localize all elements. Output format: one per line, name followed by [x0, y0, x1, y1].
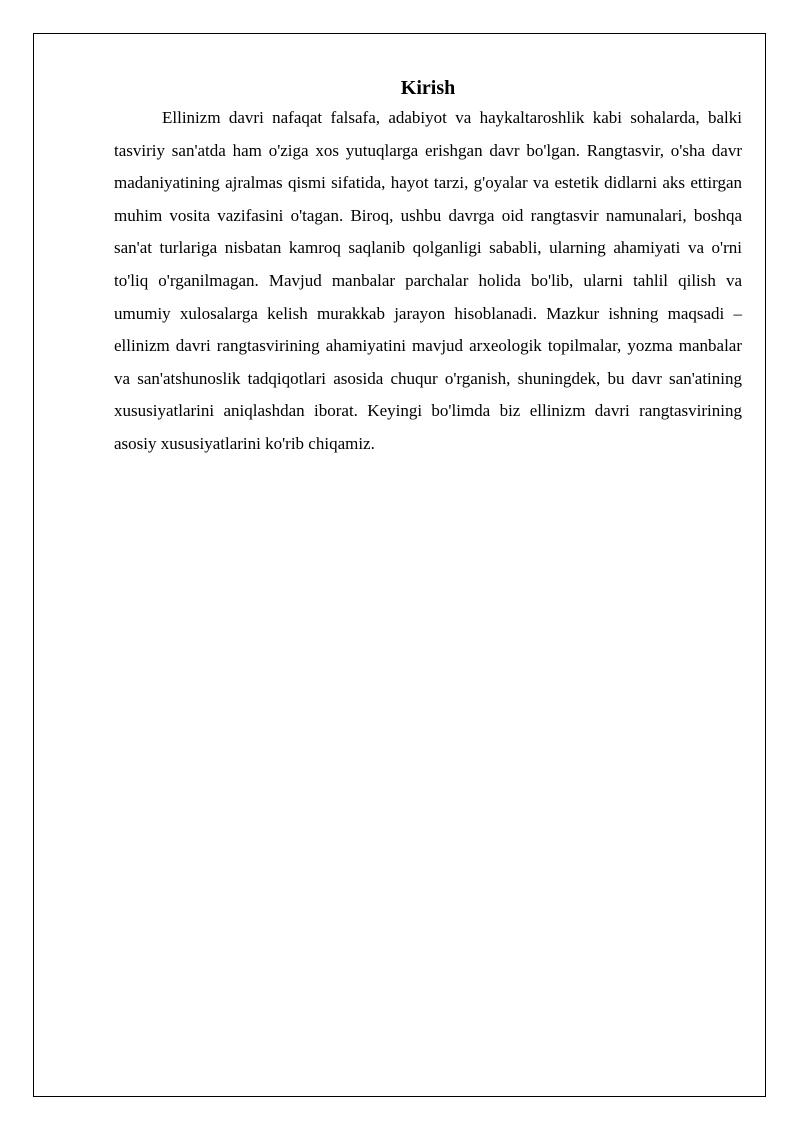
body-paragraph: Ellinizm davri nafaqat falsafa, adabiyot va haykaltaroshlik kabi sohalarda, balki tasviriy san'atda ham o'ziga xos yutuqlarga erishgan davr bo'lgan. Rangtasvir, o'sha davr madaniyatining ajralmas qismi sifatida, hayot tarzi, g'oyalar va estetik didlarni aks ettirgan muhim vosita vazifasini o'tagan. Biroq, ushbu davrga oid rangtasvir namunalari, boshqa san'at turlariga nisbatan kamroq saqlanib qolganligi sababli, ularning ahamiyati va o'rni to'liq o'rganilmagan. Mavjud manbalar parchalar holida bo'lib, ularni tahlil qilish va umumiy xulosalarga kelish murakkab jarayon hisoblanadi. Mazkur ishning maqsadi – ellinizm davri rangtasvirining ahamiyatini mavjud arxeologik topilmalar, yozma manbalar va san'atshunoslik tadqiqotlari asosida chuqur o'rganish, shuningdek, bu davr san'atining xususiyatlarini aniqlashdan iborat. Keyingi bo'limda biz ellinizm davri rangtasvirining asosiy xususiyatlarini ko'rib chiqamiz.: [114, 108, 742, 453]
document-body: [114, 74, 742, 461]
document-title: Kirish: [400, 77, 456, 99]
